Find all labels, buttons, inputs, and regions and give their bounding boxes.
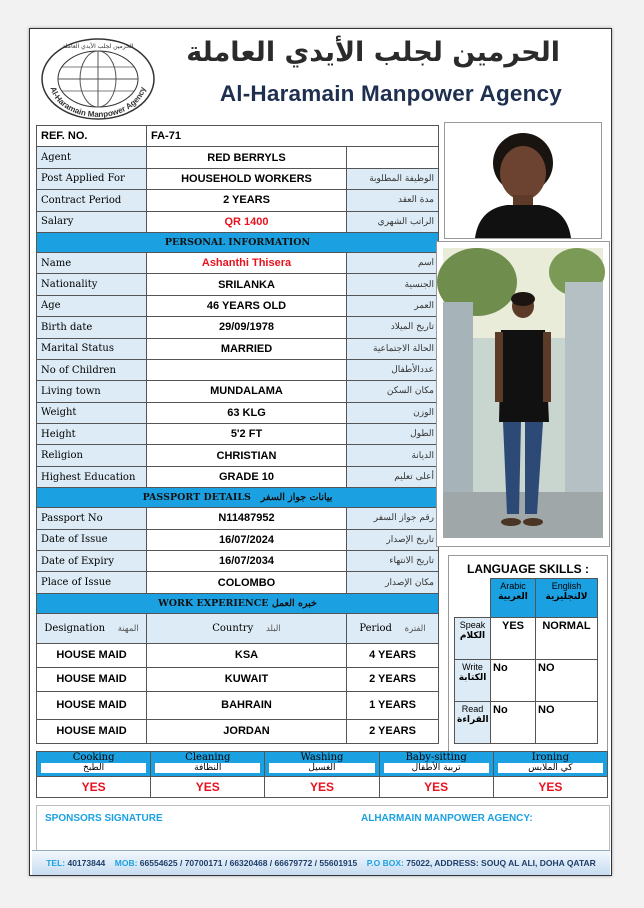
work-designation: HOUSE MAID: [37, 667, 147, 691]
height-ar: الطول: [347, 424, 439, 445]
name-row: [37, 252, 439, 273]
expiry-date-value: 16/07/2034: [147, 551, 347, 572]
speak-english: NORMAL: [536, 618, 598, 660]
work-header-en: WORK EXPERIENCE: [158, 597, 269, 609]
height-row: [37, 424, 439, 445]
town-label: Living town: [37, 381, 147, 402]
work-col-period: [347, 613, 439, 643]
country-header: Country: [212, 622, 254, 634]
work-designation: HOUSE MAID: [37, 719, 147, 743]
work-period: 2 YEARS: [347, 667, 439, 691]
nationality-value: SRILANKA: [147, 274, 347, 295]
pobox-label: P.O BOX:: [366, 858, 404, 868]
arabic-label-ar: العربية: [498, 592, 528, 602]
nationality-label: Nationality: [37, 274, 147, 295]
skill-value: YES: [379, 777, 493, 798]
portrait-photo: [444, 122, 602, 239]
work-header: [37, 593, 439, 613]
issue-date-ar: تاريخ الإصدار: [347, 529, 439, 550]
language-row-label: [455, 702, 491, 744]
height-label: Height: [37, 424, 147, 445]
designation-header: Designation: [44, 622, 106, 634]
speak-label: Speak: [459, 620, 486, 630]
skill-name: Baby-sitting: [405, 752, 467, 763]
skill-name: Cooking: [72, 752, 115, 763]
marital-label: Marital Status: [37, 338, 147, 359]
passport-section-header: [37, 488, 439, 508]
children-row: [37, 359, 439, 380]
contact-footer: [32, 850, 610, 875]
full-body-photo: [436, 241, 610, 547]
post-label: Post Applied For: [37, 168, 147, 189]
birth-label: Birth date: [37, 317, 147, 338]
language-row: [455, 660, 598, 702]
contract-ar: مدة العقد: [347, 190, 439, 211]
passport-no-label: Passport No: [37, 508, 147, 529]
speak-label-ar: الكلام: [459, 631, 486, 641]
svg-text:Al-Haramain Manpower Agency: Al-Haramain Manpower Agency: [48, 85, 148, 120]
age-label: Age: [37, 295, 147, 316]
speak-arabic: YES: [491, 618, 536, 660]
tel-value: 40173844: [67, 858, 106, 868]
read-arabic: No: [491, 702, 536, 744]
skill-value: YES: [151, 777, 265, 798]
town-row: [37, 381, 439, 402]
marital-value: MARRIED: [147, 338, 347, 359]
age-ar: العمر: [347, 295, 439, 316]
pobox-value: 75022, ADDRESS: SOUQ AL ALI, DOHA QATAR: [406, 858, 596, 868]
passport-header: [37, 488, 439, 508]
town-value: MUNDALAMA: [147, 381, 347, 402]
skill-name: Ironing: [531, 752, 569, 763]
issue-place-label: Place of Issue: [37, 572, 147, 593]
weight-label: Weight: [37, 402, 147, 423]
weight-value: 63 KLG: [147, 402, 347, 423]
language-row-label: [455, 618, 491, 660]
education-label: Highest Education: [37, 466, 147, 487]
language-row: [455, 702, 598, 744]
expiry-date-label: Date of Expiry: [37, 551, 147, 572]
name-label: Name: [37, 252, 147, 273]
skill-name: Cleaning: [185, 752, 231, 763]
period-header: Period: [359, 622, 392, 634]
post-value: HOUSEHOLD WORKERS: [147, 168, 347, 189]
children-ar: عددالأطفال: [347, 359, 439, 380]
arabic-label: Arabic: [500, 581, 526, 591]
name-ar: اسم: [347, 252, 439, 273]
marital-ar: الحالة الاجتماعية: [347, 338, 439, 359]
children-label: No of Children: [37, 359, 147, 380]
salary-value: QR 1400: [147, 211, 347, 232]
ref-label: REF. NO.: [37, 126, 147, 147]
english-label-ar: لالنجليزية: [545, 592, 588, 602]
skill-name-ar: الغسيل: [269, 763, 374, 773]
write-label-ar: الكتابة: [458, 673, 487, 683]
issue-date-row: [37, 529, 439, 550]
religion-row: [37, 445, 439, 466]
religion-ar: الديانة: [347, 445, 439, 466]
passport-no-value: N11487952: [147, 508, 347, 529]
ref-row: [37, 126, 439, 147]
birth-row: [37, 317, 439, 338]
mob-label: MOB:: [114, 858, 138, 868]
skill-value: YES: [493, 777, 607, 798]
personal-header: PERSONAL INFORMATION: [37, 232, 439, 252]
agent-ar: [347, 147, 439, 168]
skill-header: [379, 752, 493, 777]
education-row: [37, 466, 439, 487]
age-value: 46 YEARS OLD: [147, 295, 347, 316]
issue-place-row: [37, 572, 439, 593]
arabic-column-header: [491, 579, 536, 618]
age-row: [37, 295, 439, 316]
education-ar: أعلى تعليم: [347, 466, 439, 487]
work-col-country: [147, 613, 347, 643]
nationality-row: [37, 274, 439, 295]
nationality-ar: الجنسية: [347, 274, 439, 295]
skill-value: YES: [265, 777, 379, 798]
skills-header-row: [37, 752, 608, 777]
passport-header-ar: بيانات جواز السفر: [260, 492, 333, 504]
signature-box: [36, 805, 610, 851]
salary-row: [37, 211, 439, 232]
work-country: BAHRAIN: [147, 691, 347, 719]
work-period: 1 YEARS: [347, 691, 439, 719]
birth-ar: تاريخ الميلاد: [347, 317, 439, 338]
skill-name-ar: الطبخ: [41, 763, 146, 773]
language-row: [455, 618, 598, 660]
skill-name-ar: كي الملابس: [498, 763, 603, 773]
tel-label: TEL:: [46, 858, 66, 868]
work-country: KUWAIT: [147, 667, 347, 691]
skill-name: Washing: [300, 752, 344, 763]
cv-page: [29, 28, 612, 876]
work-country: JORDAN: [147, 719, 347, 743]
skill-value: YES: [37, 777, 151, 798]
height-value: 5'2 FT: [147, 424, 347, 445]
english-column-header: [536, 579, 598, 618]
svg-text:الحرمين لجلب الأيدي العاملة: الحرمين لجلب الأيدي العاملة: [62, 43, 134, 50]
contract-row: [37, 190, 439, 211]
skills-table: [36, 751, 608, 798]
language-corner: [455, 579, 491, 618]
contract-label: Contract Period: [37, 190, 147, 211]
header-title-ar: الحرمين لجلب الأيدي العاملة: [186, 37, 560, 68]
marital-row: [37, 338, 439, 359]
issue-place-value: COLOMBO: [147, 572, 347, 593]
work-row: [37, 643, 439, 667]
work-row: [37, 691, 439, 719]
work-country: KSA: [147, 643, 347, 667]
post-row: [37, 168, 439, 189]
ref-value: FA-71: [147, 126, 439, 147]
work-row: [37, 667, 439, 691]
children-value: [147, 359, 347, 380]
language-skills-box: [448, 555, 608, 753]
skill-header: [493, 752, 607, 777]
birth-value: 29/09/1978: [147, 317, 347, 338]
personal-section-header: [37, 232, 439, 252]
info-table: [36, 125, 439, 744]
agency-logo: [40, 37, 156, 121]
read-english: NO: [536, 702, 598, 744]
skill-name-ar: النظافة: [155, 763, 260, 773]
expiry-date-row: [37, 551, 439, 572]
work-columns-row: [37, 613, 439, 643]
issue-place-ar: مكان الإصدار: [347, 572, 439, 593]
skill-header: [265, 752, 379, 777]
english-label: English: [551, 581, 582, 591]
work-designation: HOUSE MAID: [37, 691, 147, 719]
work-header-ar: خبره العمل: [271, 597, 317, 609]
country-header-ar: البلد: [265, 623, 281, 634]
issue-date-value: 16/07/2024: [147, 529, 347, 550]
agent-value: RED BERRYLS: [147, 147, 347, 168]
language-table: [454, 578, 598, 744]
language-title: LANGUAGE SKILLS :: [467, 562, 589, 576]
read-label-ar: القراءة: [457, 715, 489, 725]
work-period: 4 YEARS: [347, 643, 439, 667]
skill-header: [151, 752, 265, 777]
write-label: Write: [462, 662, 483, 672]
agent-label: Agent: [37, 147, 147, 168]
contract-value: 2 YEARS: [147, 190, 347, 211]
header-title-en: Al-Haramain Manpower Agency: [219, 81, 562, 106]
skill-header: [37, 752, 151, 777]
weight-ar: الوزن: [347, 402, 439, 423]
religion-value: CHRISTIAN: [147, 445, 347, 466]
skills-value-row: [37, 777, 608, 798]
work-section-header: [37, 593, 439, 613]
expiry-date-ar: تاريخ الانتهاء: [347, 551, 439, 572]
salary-label: Salary: [37, 211, 147, 232]
write-english: NO: [536, 660, 598, 702]
education-value: GRADE 10: [147, 466, 347, 487]
work-period: 2 YEARS: [347, 719, 439, 743]
post-ar: الوظيفة المطلوبة: [347, 168, 439, 189]
passport-no-ar: رقم جواز السفر: [347, 508, 439, 529]
skill-name-ar: تربية الأطفال: [384, 763, 489, 773]
language-row-label: [455, 660, 491, 702]
salary-ar: الراتب الشهري: [347, 211, 439, 232]
work-designation: HOUSE MAID: [37, 643, 147, 667]
designation-header-ar: المهنة: [117, 623, 139, 634]
weight-row: [37, 402, 439, 423]
work-row: [37, 719, 439, 743]
work-col-designation: [37, 613, 147, 643]
write-arabic: No: [491, 660, 536, 702]
agency-signature-label: ALHARMAIN MANPOWER AGENCY:: [361, 813, 533, 824]
agent-row: [37, 147, 439, 168]
religion-label: Religion: [37, 445, 147, 466]
issue-date-label: Date of Issue: [37, 529, 147, 550]
town-ar: مكان السكن: [347, 381, 439, 402]
passport-no-row: [37, 508, 439, 529]
language-header-row: [455, 579, 598, 618]
read-label: Read: [461, 704, 484, 714]
sponsor-signature-label: SPONSORS SIGNATURE: [45, 813, 163, 824]
passport-header-en: PASSPORT DETAILS: [142, 492, 251, 504]
period-header-ar: الفترة: [404, 623, 426, 634]
mob-value: 66554625 / 70700171 / 66320468 / 66679772 / 55601915: [139, 858, 358, 868]
name-value: Ashanthi Thisera: [147, 252, 347, 273]
